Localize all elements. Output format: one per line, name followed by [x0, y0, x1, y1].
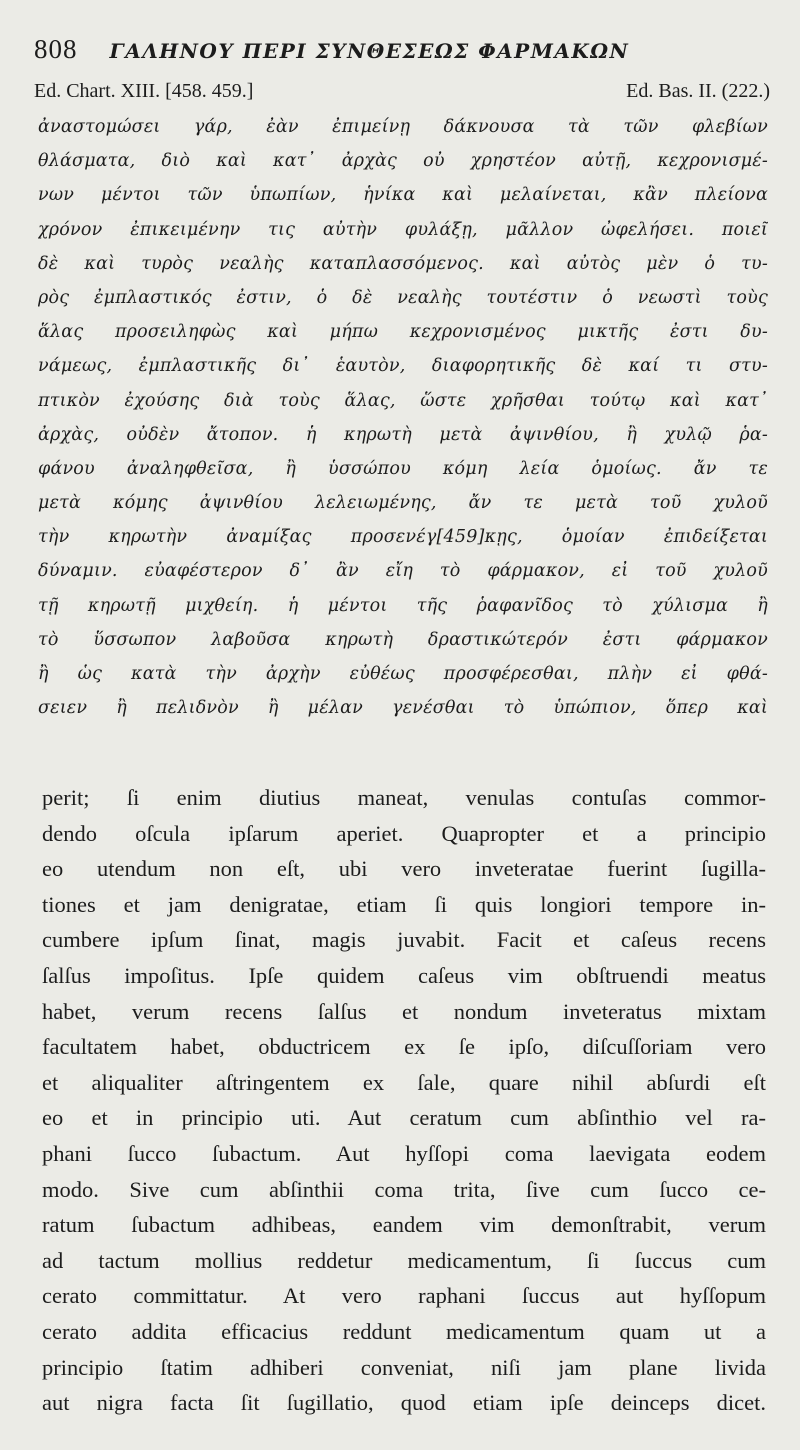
running-head: [34, 34, 774, 70]
greek-text-line: ἀρχὰς, οὐδὲν ἄτοπον. ἡ κηρωτὴ μετὰ ἀψινθίου, ἢ χυλῷ ῥα-: [38, 424, 768, 445]
edition-reference-line: [34, 80, 770, 103]
greek-text-line: ἢ ὡς κατὰ τὴν ἀρχὴν εὐθέως προσφέρεσθαι, πλὴν εἰ φθά-: [38, 664, 768, 684]
greek-text-line: μετὰ κόμης ἀψινθίου λελειωμένης, ἄν τε μετὰ τοῦ χυλοῦ: [38, 493, 768, 514]
greek-text-block: [38, 110, 768, 725]
latin-text-line: et aliqualiter aſtringentem ex ſale, quare nihil abſurdi eſt: [42, 1069, 766, 1095]
latin-text-line: phani ſucco ſubactum. Aut hyſſopi coma laevigata eodem: [42, 1140, 766, 1166]
latin-text-line: cerato addita efficacius reddunt medicamentum quam ut a: [42, 1318, 766, 1344]
book-title: ΓΑΛΗΝΟΥ ΠΕΡΙ ΣΥΝΘΕΣΕΩΣ ΦΑΡΜΑΚΩΝ: [109, 39, 630, 63]
greek-text-line: ρὸς ἐμπλαστικός ἐστιν, ὁ δὲ νεαλὴς τουτέστιν ὁ νεωστὶ τοὺς: [38, 287, 768, 308]
greek-text-line: φάνου ἀναληφθεῖσα, ἢ ὑσσώπου κόμη λεία ὁμοίως. ἄν τε: [38, 458, 768, 479]
greek-text-line: νων μέντοι τῶν ὑπωπίων, ἡνίκα καὶ μελαίνεται, κἂν πλείονα: [38, 185, 768, 206]
latin-text-line: modo. Sive cum abſinthii coma trita, ſive cum ſucco ce-: [42, 1176, 766, 1202]
latin-text-line: aut nigra facta ſit ſugillatio, quod etiam ipſe deinceps dicet.: [42, 1390, 766, 1416]
latin-text-line: perit; ſi enim diutius maneat, venulas contuſas commor-: [42, 785, 766, 810]
latin-text-line: eo et in principio uti. Aut ceratum cum abſinthio vel ra-: [42, 1105, 766, 1131]
latin-text-line: habet, verum recens ſalſus et nondum inveteratus mixtam: [42, 998, 766, 1024]
greek-text-line: τὸ ὕσσωπον λαβοῦσα κηρωτὴ δραστικώτερόν ἐστι φάρμακον: [38, 629, 768, 650]
greek-text-line: σειεν ἢ πελιδνὸν ἢ μέλαν γενέσθαι τὸ ὑπώπιον, ὅπερ καὶ: [38, 698, 768, 719]
latin-text-line: facultatem habet, obductricem ex ſe ipſo, diſcuſſoriam vero: [42, 1034, 766, 1060]
greek-text-line: ἀναστομώσει γάρ, ἐὰν ἐπιμείνῃ δάκνουσα τὰ τῶν φλεβίων: [38, 117, 768, 137]
greek-text-line: θλάσματα, διὸ καὶ κατ᾽ ἀρχὰς οὐ χρηστέον αὐτῇ, κεχρονισμέ-: [38, 151, 768, 172]
latin-text-line: cerato committatur. At vero raphani ſuccus aut hyſſopum: [42, 1283, 766, 1309]
page-number: 808: [34, 34, 78, 64]
greek-text-line: τὴν κηρωτὴν ἀναμίξας προσενέγ[459]κῃς, ὁμοίαν ἐπιδείξεται: [38, 527, 768, 548]
edition-chartier-reference: Ed. Chart. XIII. [458. 459.]: [34, 80, 254, 102]
latin-text-line: tiones et jam denigratae, etiam ſi quis longiori tempore in-: [42, 891, 766, 917]
latin-text-line: eo utendum non eſt, ubi vero inveteratae fuerint ſugilla-: [42, 856, 766, 882]
greek-text-line: τῇ κηρωτῇ μιχθείη. ἡ μέντοι τῆς ῥαφανῖδος τὸ χύλισμα ἢ: [38, 595, 768, 616]
latin-text-line: cumbere ipſum ſinat, magis juvabit. Facit et caſeus recens: [42, 927, 766, 953]
greek-text-line: δὲ καὶ τυρὸς νεαλὴς καταπλασσόμενος. καὶ αὐτὸς μὲν ὁ τυ-: [38, 253, 768, 274]
greek-text-line: δύναμιν. εὐαφέστερον δ᾽ ἂν εἴη τὸ φάρμακον, εἰ τοῦ χυλοῦ: [38, 561, 768, 582]
latin-text-line: dendo oſcula ipſarum aperiet. Quapropter et a principio: [42, 820, 766, 846]
latin-text-line: ſalſus impoſitus. Ipſe quidem caſeus vim obſtruendi meatus: [42, 962, 766, 988]
latin-text-block: [42, 780, 766, 1421]
greek-text-line: πτικὸν ἐχούσης διὰ τοὺς ἅλας, ὥστε χρῆσθαι τούτῳ καὶ κατ᾽: [38, 390, 768, 411]
latin-text-line: ad tactum mollius reddetur medicamentum, ſi ſuccus cum: [42, 1247, 766, 1273]
edition-basel-reference: Ed. Bas. II. (222.): [626, 80, 770, 102]
greek-text-line: ἅλας προσειληφὼς καὶ μήπω κεχρονισμένος μικτῆς ἐστι δυ-: [38, 322, 768, 343]
greek-text-line: νάμεως, ἐμπλαστικῆς δι᾽ ἑαυτὸν, διαφορητικῆς δὲ καί τι στυ-: [38, 356, 768, 377]
greek-text-line: χρόνον ἐπικειμένην τις αὐτὴν φυλάξῃ, μᾶλλον ὠφελήσει. ποιεῖ: [38, 219, 768, 240]
latin-text-line: ratum ſubactum adhibeas, eandem vim demonſtrabit, verum: [42, 1212, 766, 1238]
latin-text-line: principio ſtatim adhiberi conveniat, niſi jam plane livida: [42, 1354, 766, 1380]
